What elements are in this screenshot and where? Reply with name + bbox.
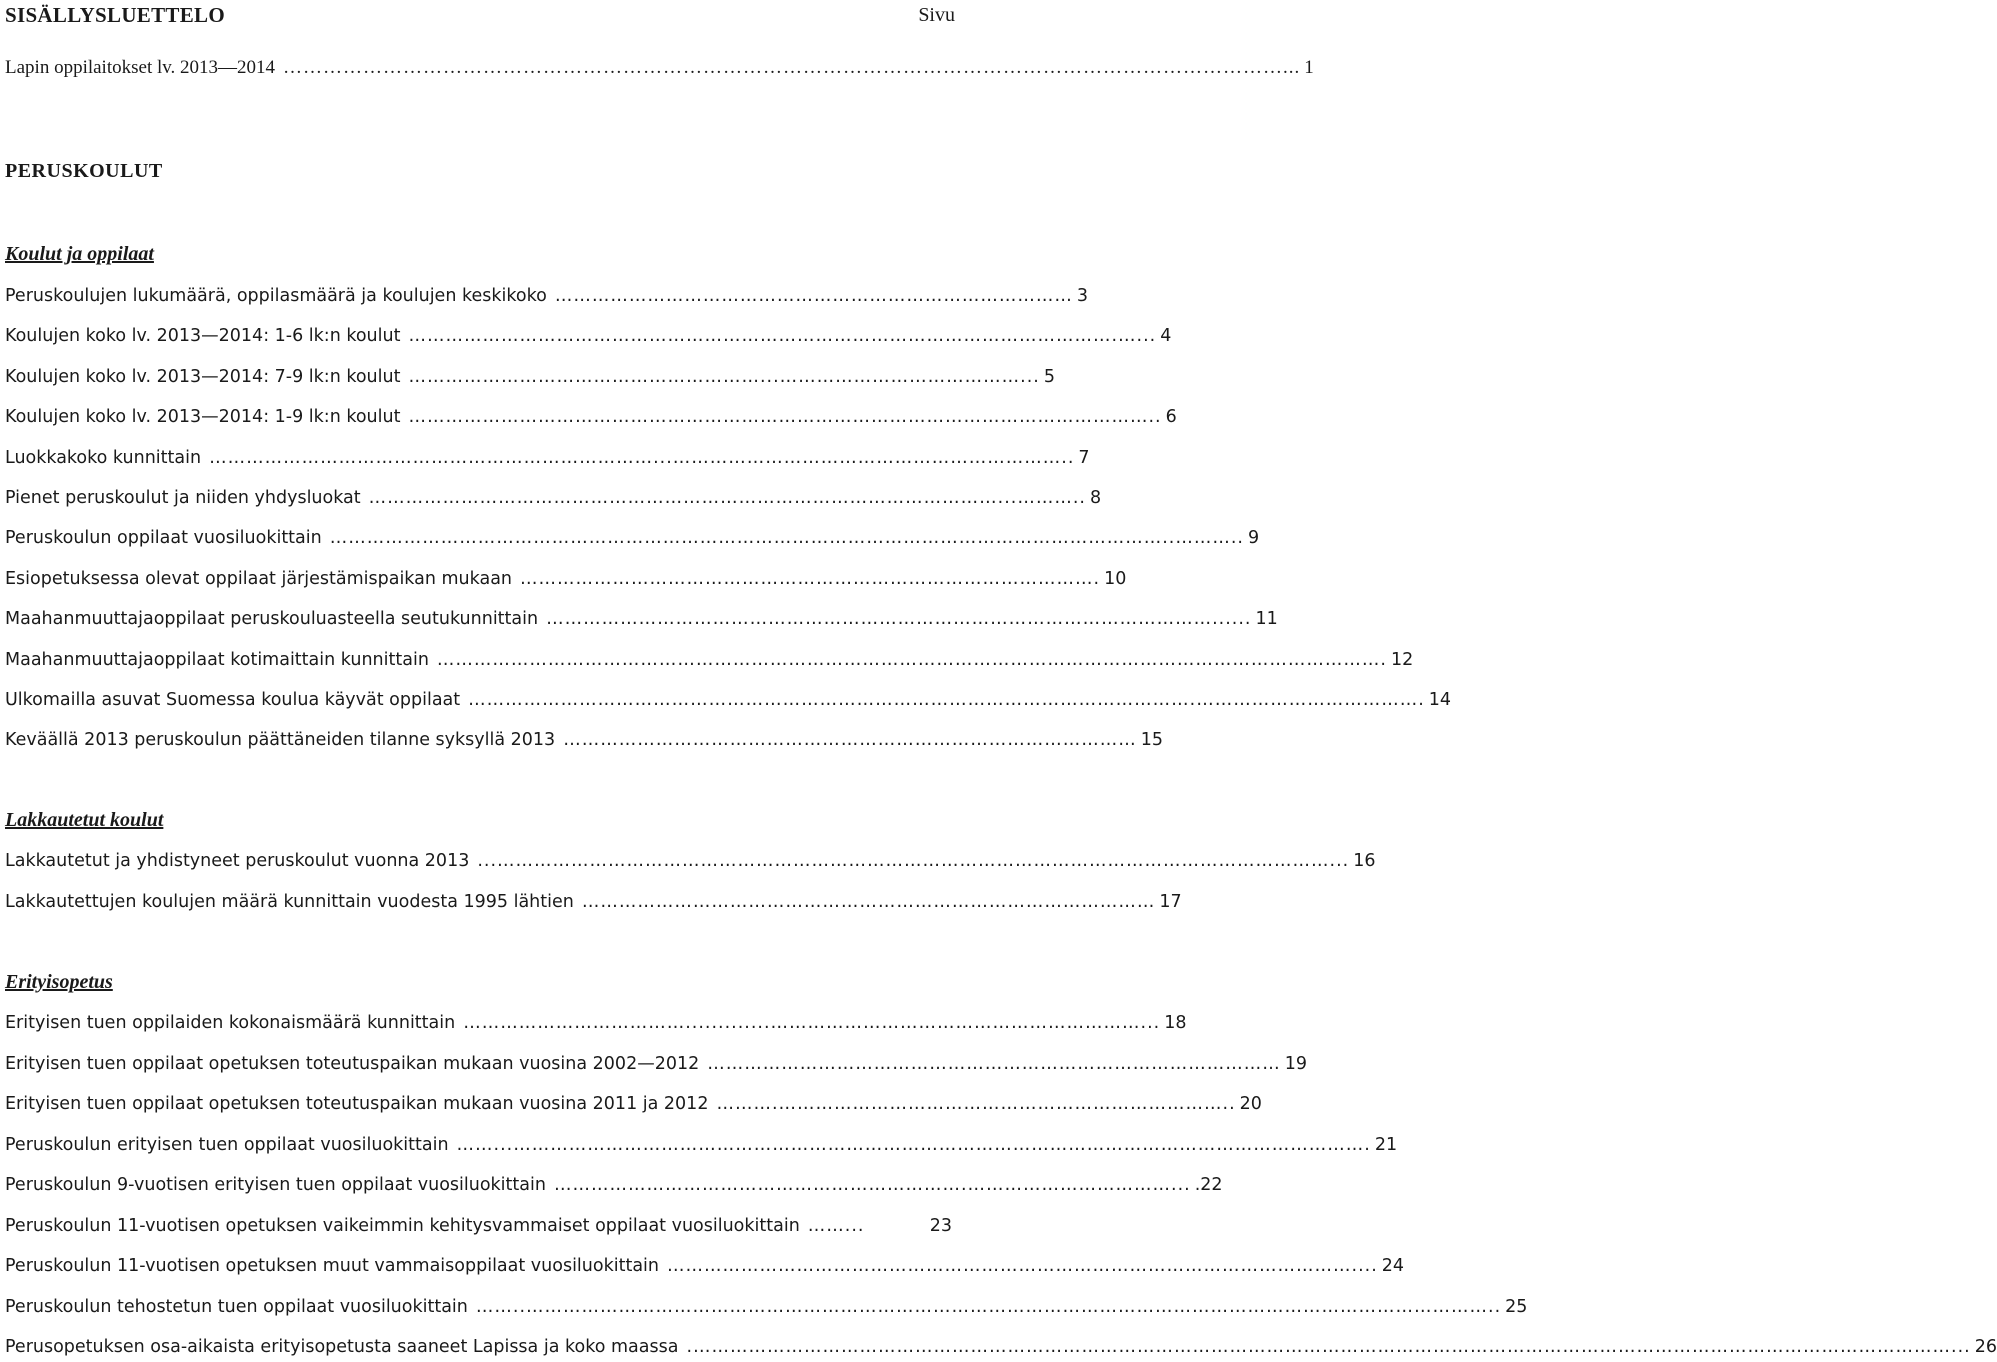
toc-entry[interactable]: [5, 281, 1088, 311]
toc-entry-label: Perusopetuksen osa-aikaista erityisopetusta saaneet Lapissa ja koko maassa: [5, 1337, 679, 1357]
toc-entry-page: 19: [1284, 1053, 1308, 1074]
toc-entry[interactable]: [5, 402, 1177, 432]
toc-entry[interactable]: [5, 685, 1452, 715]
toc-entry[interactable]: [5, 846, 1376, 876]
dot-leader: ……….………………………………………………………………..: [716, 1094, 1236, 1114]
toc-entry[interactable]: [5, 1332, 1997, 1362]
dot-leader: ...………………………………………………………………………………………………………………………...: [477, 851, 1350, 871]
toc-header: [5, 0, 955, 30]
toc-entry[interactable]: [5, 321, 1172, 351]
toc-entry-page: 10: [1104, 568, 1127, 589]
subsection-heading-koulut: Koulut ja oppilaat: [5, 243, 154, 265]
toc-entry-label: Lakkautetut ja yhdistyneet peruskoulut vuonna 2013: [5, 851, 470, 871]
toc-entry-page: 26: [1974, 1337, 1997, 1357]
toc-entry-label: Peruskoulujen lukumäärä, oppilasmäärä ja koulujen keskikoko: [5, 286, 547, 306]
toc-entry-label: Koulujen koko lv. 2013—2014: 1-6 lk:n koulut: [5, 326, 401, 347]
toc-entry[interactable]: [5, 1211, 952, 1241]
toc-entry[interactable]: [5, 645, 1414, 675]
toc-entry-page: 21: [1374, 1134, 1398, 1155]
toc-entry[interactable]: [5, 1170, 1223, 1200]
subsection-heading-lakkautetut: Lakkautetut koulut: [5, 809, 164, 831]
toc-entry-label: Maahanmuuttajaoppilaat kotimaittain kunnittain: [5, 649, 429, 670]
dot-leader: …………………………………………………………………………………………………………..: [408, 407, 1162, 428]
dot-leader: .……………………………………………………………………………………………………………………………………………………………………………………...: [686, 1337, 1971, 1357]
toc-entry-page: 16: [1353, 851, 1376, 871]
dot-leader: ……...………………………………………………………………………………………………………………………….: [456, 1134, 1371, 1155]
toc-entry-label: Maahanmuuttajaoppilaat peruskouluasteella seutukunnittain: [5, 609, 539, 630]
dot-leader: …………………………………………………………………………………………...………..: [368, 488, 1086, 508]
section-heading-peruskoulut: PERUSKOULUT: [5, 160, 163, 182]
dot-leader: …………………………………………………………………………: [554, 286, 1073, 306]
toc-entry[interactable]: [5, 1089, 1262, 1119]
toc-entry-label: Peruskoulun erityisen tuen oppilaat vuosiluokittain: [5, 1134, 449, 1155]
toc-entry-label: Peruskoulun tehostetun tuen oppilaat vuosiluokittain: [5, 1296, 468, 1317]
toc-entry-label: Erityisen tuen oppilaat opetuksen toteutuspaikan mukaan vuosina 2011 ja 2012: [5, 1094, 709, 1114]
toc-entry-page: 25: [1505, 1296, 1528, 1317]
toc-entry-label: Peruskoulun 11-vuotisen opetuksen vaikeimmin kehitysvammaiset oppilaat vuosiluokittain: [5, 1215, 800, 1236]
dot-leader: ………………………………………………………………………………………………......: [546, 609, 1252, 630]
toc-entry-label: Erityisen tuen oppilaiden kokonaismäärä kunnittain: [5, 1013, 456, 1033]
dot-leader: …………………………………………………...…………………………………...: [408, 366, 1040, 387]
dot-leader: …………………………………………………………………………………………………....: [667, 1256, 1378, 1276]
dot-leader: ……..…………………………………………………………………………………………………………………………………………..: [475, 1296, 1502, 1317]
toc-entry-label: Keväällä 2013 peruskoulun päättäneiden tilanne syksyllä 2013: [5, 730, 556, 751]
toc-entry-page: 15: [1140, 730, 1163, 751]
dot-leader: ……...: [807, 1215, 865, 1236]
toc-entry-label: Peruskoulun oppilaat vuosiluokittain: [5, 528, 322, 549]
subsection-heading-erityisopetus: Erityisopetus: [5, 971, 113, 993]
toc-entry-label: Erityisen tuen oppilaat opetuksen toteutuspaikan mukaan vuosina 2002—2012: [5, 1053, 700, 1074]
dot-leader: ………………………………………………………………………………………………………………………..………..: [329, 528, 1244, 549]
toc-entry-page: 5: [1043, 366, 1055, 387]
toc-entry-page: 1: [1304, 57, 1314, 78]
toc-entry-page: 6: [1165, 407, 1177, 428]
toc-entry-page: 9: [1248, 528, 1260, 549]
toc-entry-label: Koulujen koko lv. 2013—2014: 7-9 lk:n koulut: [5, 366, 401, 387]
toc-entry[interactable]: [5, 53, 1314, 83]
dot-leader: …………………………………………………………………………………: [581, 891, 1156, 912]
dot-leader: …………………………………………………………………………………: [563, 730, 1137, 751]
toc-entry-page: 11: [1255, 609, 1278, 630]
toc-entry[interactable]: [5, 1292, 1528, 1322]
toc-entry-page: 18: [1164, 1013, 1187, 1033]
toc-entry[interactable]: [5, 1008, 1187, 1038]
toc-entry-label: Peruskoulun 11-vuotisen opetuksen muut vammaisoppilaat vuosiluokittain: [5, 1256, 659, 1276]
toc-entry[interactable]: [5, 1251, 1405, 1281]
dot-leader: ………………………………………………………………………………….: [520, 568, 1101, 589]
toc-entry-page: 23: [929, 1215, 952, 1236]
toc-entry[interactable]: [5, 362, 1055, 392]
toc-entry-label: Esiopetuksessa olevat oppilaat järjestämispaikan mukaan: [5, 568, 513, 589]
toc-entry-label: Lapin oppilaitokset lv. 2013—2014: [5, 57, 276, 78]
toc-entry-page: 24: [1381, 1256, 1405, 1276]
toc-entry-label: Ulkomailla asuvat Suomessa koulua käyvät oppilaat: [5, 690, 461, 710]
dot-leader: ………………………………………………………………...………………………………………………………..: [209, 447, 1075, 468]
toc-entry-page: 17: [1159, 891, 1182, 912]
toc-entry-label: Lakkautettujen koulujen määrä kunnittain vuodesta 1995 lähtien: [5, 891, 574, 912]
toc-entry[interactable]: [5, 887, 1182, 917]
toc-entry[interactable]: [5, 443, 1090, 473]
dot-leader: ……………………………….............……………………………………………………...: [463, 1013, 1161, 1033]
toc-entry-page: 3: [1076, 286, 1088, 306]
toc-entry-label: Koulujen koko lv. 2013—2014: 1-9 lk:n koulut: [5, 407, 401, 428]
toc-entry[interactable]: [5, 1049, 1308, 1079]
toc-title: SISÄLLYSLUETTELO: [5, 2, 225, 27]
toc-entry[interactable]: [5, 564, 1127, 594]
toc-entry-page: 20: [1239, 1094, 1262, 1114]
toc-entry[interactable]: [5, 604, 1278, 634]
toc-entry-page: 4: [1160, 326, 1172, 347]
toc-entry[interactable]: [5, 1130, 1398, 1160]
toc-entry-label: Pienet peruskoulut ja niiden yhdysluokat: [5, 488, 361, 508]
dot-leader: ……………………………………………………………………………………………………….……………………………….: [468, 690, 1425, 710]
toc-entry-page: 8: [1089, 488, 1102, 508]
toc-entry-page: 14: [1428, 690, 1452, 710]
dot-leader: …………………………………………………………………………………: [707, 1053, 1281, 1074]
dot-leader: ……………………………………………………………………………………………………………………………………...: [283, 57, 1301, 78]
dot-leader: …………………………………………………………………………………………………….…...: [408, 326, 1157, 347]
toc-entry-label: Luokkakoko kunnittain: [5, 447, 202, 468]
toc-entry[interactable]: [5, 523, 1260, 553]
dot-leader: ………………………………………………………….……………………………...: [553, 1175, 1191, 1195]
toc-entry-page: 12: [1390, 649, 1414, 670]
toc-entry-label: Peruskoulun 9-vuotisen erityisen tuen oppilaat vuosiluokittain: [5, 1175, 546, 1195]
toc-entry-page: .22: [1194, 1175, 1223, 1195]
page-column-label: Sivu: [918, 3, 955, 26]
toc-entry-page: 7: [1078, 447, 1090, 468]
toc-entry[interactable]: [5, 483, 1102, 513]
toc-entry[interactable]: [5, 725, 1163, 755]
dot-leader: ……………………………………………………………………………………………………………………………………….: [436, 649, 1387, 670]
